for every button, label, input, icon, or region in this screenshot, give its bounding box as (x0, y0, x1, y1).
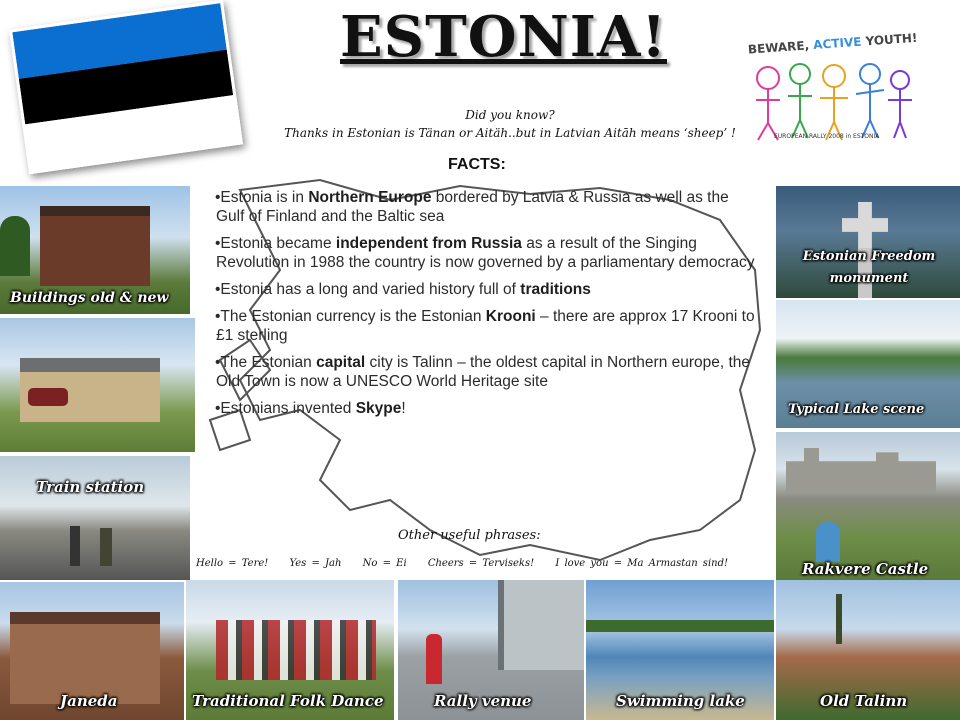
facts-list (216, 188, 756, 426)
building-shape (40, 206, 150, 286)
fact-item: •The Estonian currency is the Estonian Krooni – there are approx 17 Krooni to £1 sterling (215, 308, 755, 344)
photo-swimming-lake (586, 580, 774, 720)
did-you-know (230, 106, 790, 142)
photo-station-building (0, 318, 195, 452)
caption-lake: Typical Lake scene (788, 402, 925, 417)
car-shape (28, 388, 68, 406)
phrase-item: Hello = Tere! (196, 558, 269, 569)
caption-buildings: Buildings old & new (10, 290, 169, 306)
photo-old-tallinn (776, 580, 960, 720)
fact-item: •Estonians invented Skype! (215, 400, 406, 417)
fact-item: •Estonia became independent from Russia as a result of the Singing Revolution in 1988 the country is now governed by a parliamentary democracy (215, 235, 755, 271)
estonian-flag (9, 0, 243, 174)
did-you-know-heading: Did you know? (465, 108, 555, 122)
tree-shape (0, 216, 30, 276)
phrases-list (196, 552, 766, 576)
castle-shape (786, 448, 936, 492)
caption-train: Train station (36, 478, 145, 496)
person-shape (100, 528, 112, 566)
page-title: ESTONIA! (340, 4, 667, 70)
phrase-item: Cheers = Terviseks! (427, 558, 535, 569)
photo-folk-dance (186, 580, 394, 720)
svg-text:EUROPEAN RALLY 2008 in ESTONIA: EUROPEAN RALLY 2008 in ESTONIA (774, 133, 880, 140)
did-you-know-text: Thanks in Estonian is Tänan or Aitäh..but in Latvian Aitāh means ‘sheep’ ! (284, 126, 736, 140)
photo-buildings (0, 186, 190, 314)
building-shape (10, 612, 160, 704)
cross-shape (842, 202, 888, 248)
photo-rakvere-castle (776, 432, 960, 580)
photo-train-station (0, 456, 190, 580)
facts-heading: FACTS: (448, 156, 506, 173)
caption-swimming: Swimming lake (616, 692, 745, 710)
phrase-item: Yes = Jah (289, 558, 342, 569)
fact-item: •Estonia has a long and varied history full of traditions (215, 281, 591, 298)
caption-tallinn: Old Talinn (820, 692, 908, 710)
treeline-shape (586, 620, 774, 632)
fact-item: •Estonia is in Northern Europe bordered by Latvia & Russia as well as the Gulf of Finland and the Baltic sea (215, 189, 729, 225)
photo-janeda (0, 582, 184, 720)
person-shape (816, 522, 840, 562)
phrase-item: I love you = Ma Armastan sind! (555, 558, 729, 569)
fact-item: •The Estonian capital city is Talinn – the oldest capital in Northern europe, the Old Town is now a UNESCO World Heritage site (215, 354, 751, 390)
spire-shape (836, 594, 842, 644)
caption-freedom: Estonian Freedom monument (802, 249, 936, 286)
photo-lake-scene (776, 300, 960, 428)
caption-janeda: Janeda (60, 692, 118, 710)
svg-text:BEWARE, ACTIVE YOUTH!: BEWARE, ACTIVE YOUTH! (747, 30, 918, 57)
caption-rally: Rally venue (434, 692, 532, 710)
photo-freedom-monument (776, 186, 960, 298)
photo-rally-venue (398, 580, 584, 720)
building-shape (498, 580, 584, 670)
person-shape (426, 634, 442, 684)
caption-rakvere: Rakvere Castle (802, 560, 929, 578)
caption-folk-dance: Traditional Folk Dance (192, 692, 384, 710)
phrase-item: No = Ei (362, 558, 407, 569)
phrases-heading: Other useful phrases: (398, 528, 541, 543)
person-shape (70, 526, 80, 566)
dancers-shape (216, 620, 376, 680)
